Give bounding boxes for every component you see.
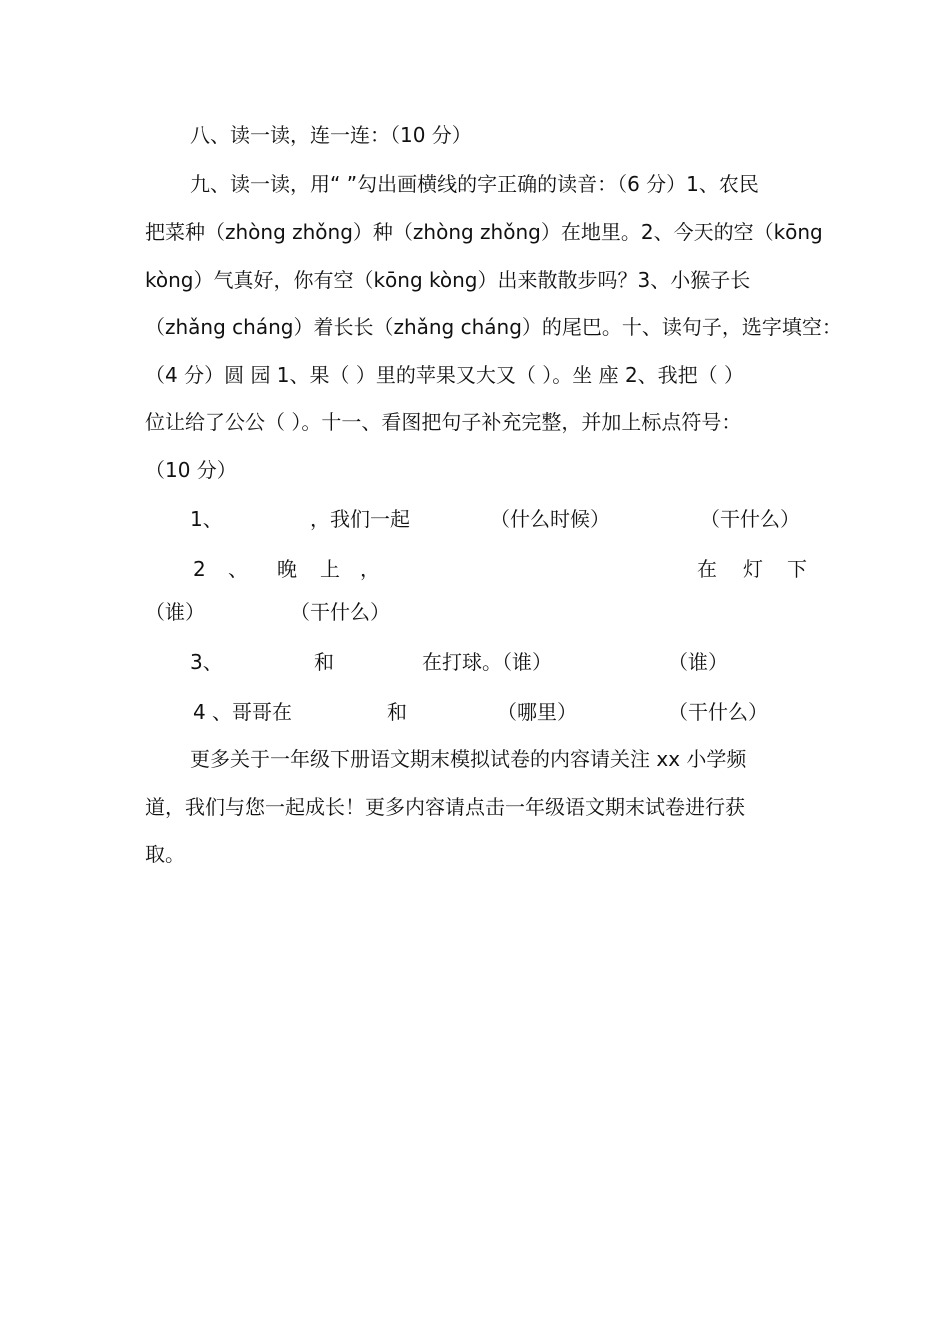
q4-and: 和 (387, 700, 407, 724)
q2-comma: ， (360, 557, 380, 581)
q2-word-4: 在 (697, 557, 717, 581)
q2-word-1: 晚 (277, 557, 297, 581)
q4-hint-where: （哪里） (497, 700, 577, 724)
q2-hint-who: （谁） (145, 600, 205, 624)
q3-and: 和 (314, 650, 334, 674)
q2-hint-what: （干什么） (290, 600, 390, 624)
q1-hint-when: （什么时候） (490, 507, 610, 531)
section-11-line-2: （10 分） (145, 458, 237, 482)
q3-hint-who: （谁） (668, 650, 728, 674)
footer-line-1: 更多关于一年级下册语文期末模拟试卷的内容请关注 xx 小学频 (190, 747, 747, 771)
q4-text: 、哥哥在 (212, 700, 292, 724)
q2-number: 2 (193, 557, 206, 581)
q2-word-6: 下 (787, 557, 807, 581)
q1-text: ，我们一起 (310, 507, 410, 531)
section-9-line-2: 把菜种（zhòng zhǒng）种（zhòng zhǒng）在地里。2、今天的空（kōng (145, 220, 823, 244)
footer-line-3: 取。 (145, 842, 185, 866)
q2-word-2: 上 (320, 557, 340, 581)
section-10-line-2: （4 分）圆 园 1、果（ ）里的苹果又大又（ ）。坐 座 2、我把（ ） (145, 363, 745, 387)
section-8-heading: 八、读一读，连一连：（10 分） (190, 123, 472, 147)
footer-line-2: 道，我们与您一起成长！更多内容请点击一年级语文期末试卷进行获 (145, 795, 745, 819)
q2-word-5: 灯 (743, 557, 763, 581)
section-10-line-1: （zhǎng cháng）着长长（zhǎng cháng）的尾巴。十、读句子，选字填空： (145, 315, 842, 339)
section-9-line-3: kòng）气真好，你有空（kōng kòng）出来散散步吗？3、小猴子长 (145, 268, 751, 292)
q1-number: 1、 (190, 507, 223, 531)
q3-number: 3、 (190, 650, 223, 674)
section-11-line-1: 位让给了公公（ ）。十一、看图把句子补充完整，并加上标点符号： (145, 410, 742, 434)
q3-text: 在打球。（谁） (422, 650, 552, 674)
q4-number: 4 (193, 700, 206, 724)
section-9-line-1: 九、读一读，用“ ”勾出画横线的字正确的读音：（6 分）1、农民 (190, 172, 759, 196)
q4-hint-what: （干什么） (668, 700, 768, 724)
q2-separator: 、 (228, 557, 248, 581)
q1-hint-what: （干什么） (700, 507, 800, 531)
